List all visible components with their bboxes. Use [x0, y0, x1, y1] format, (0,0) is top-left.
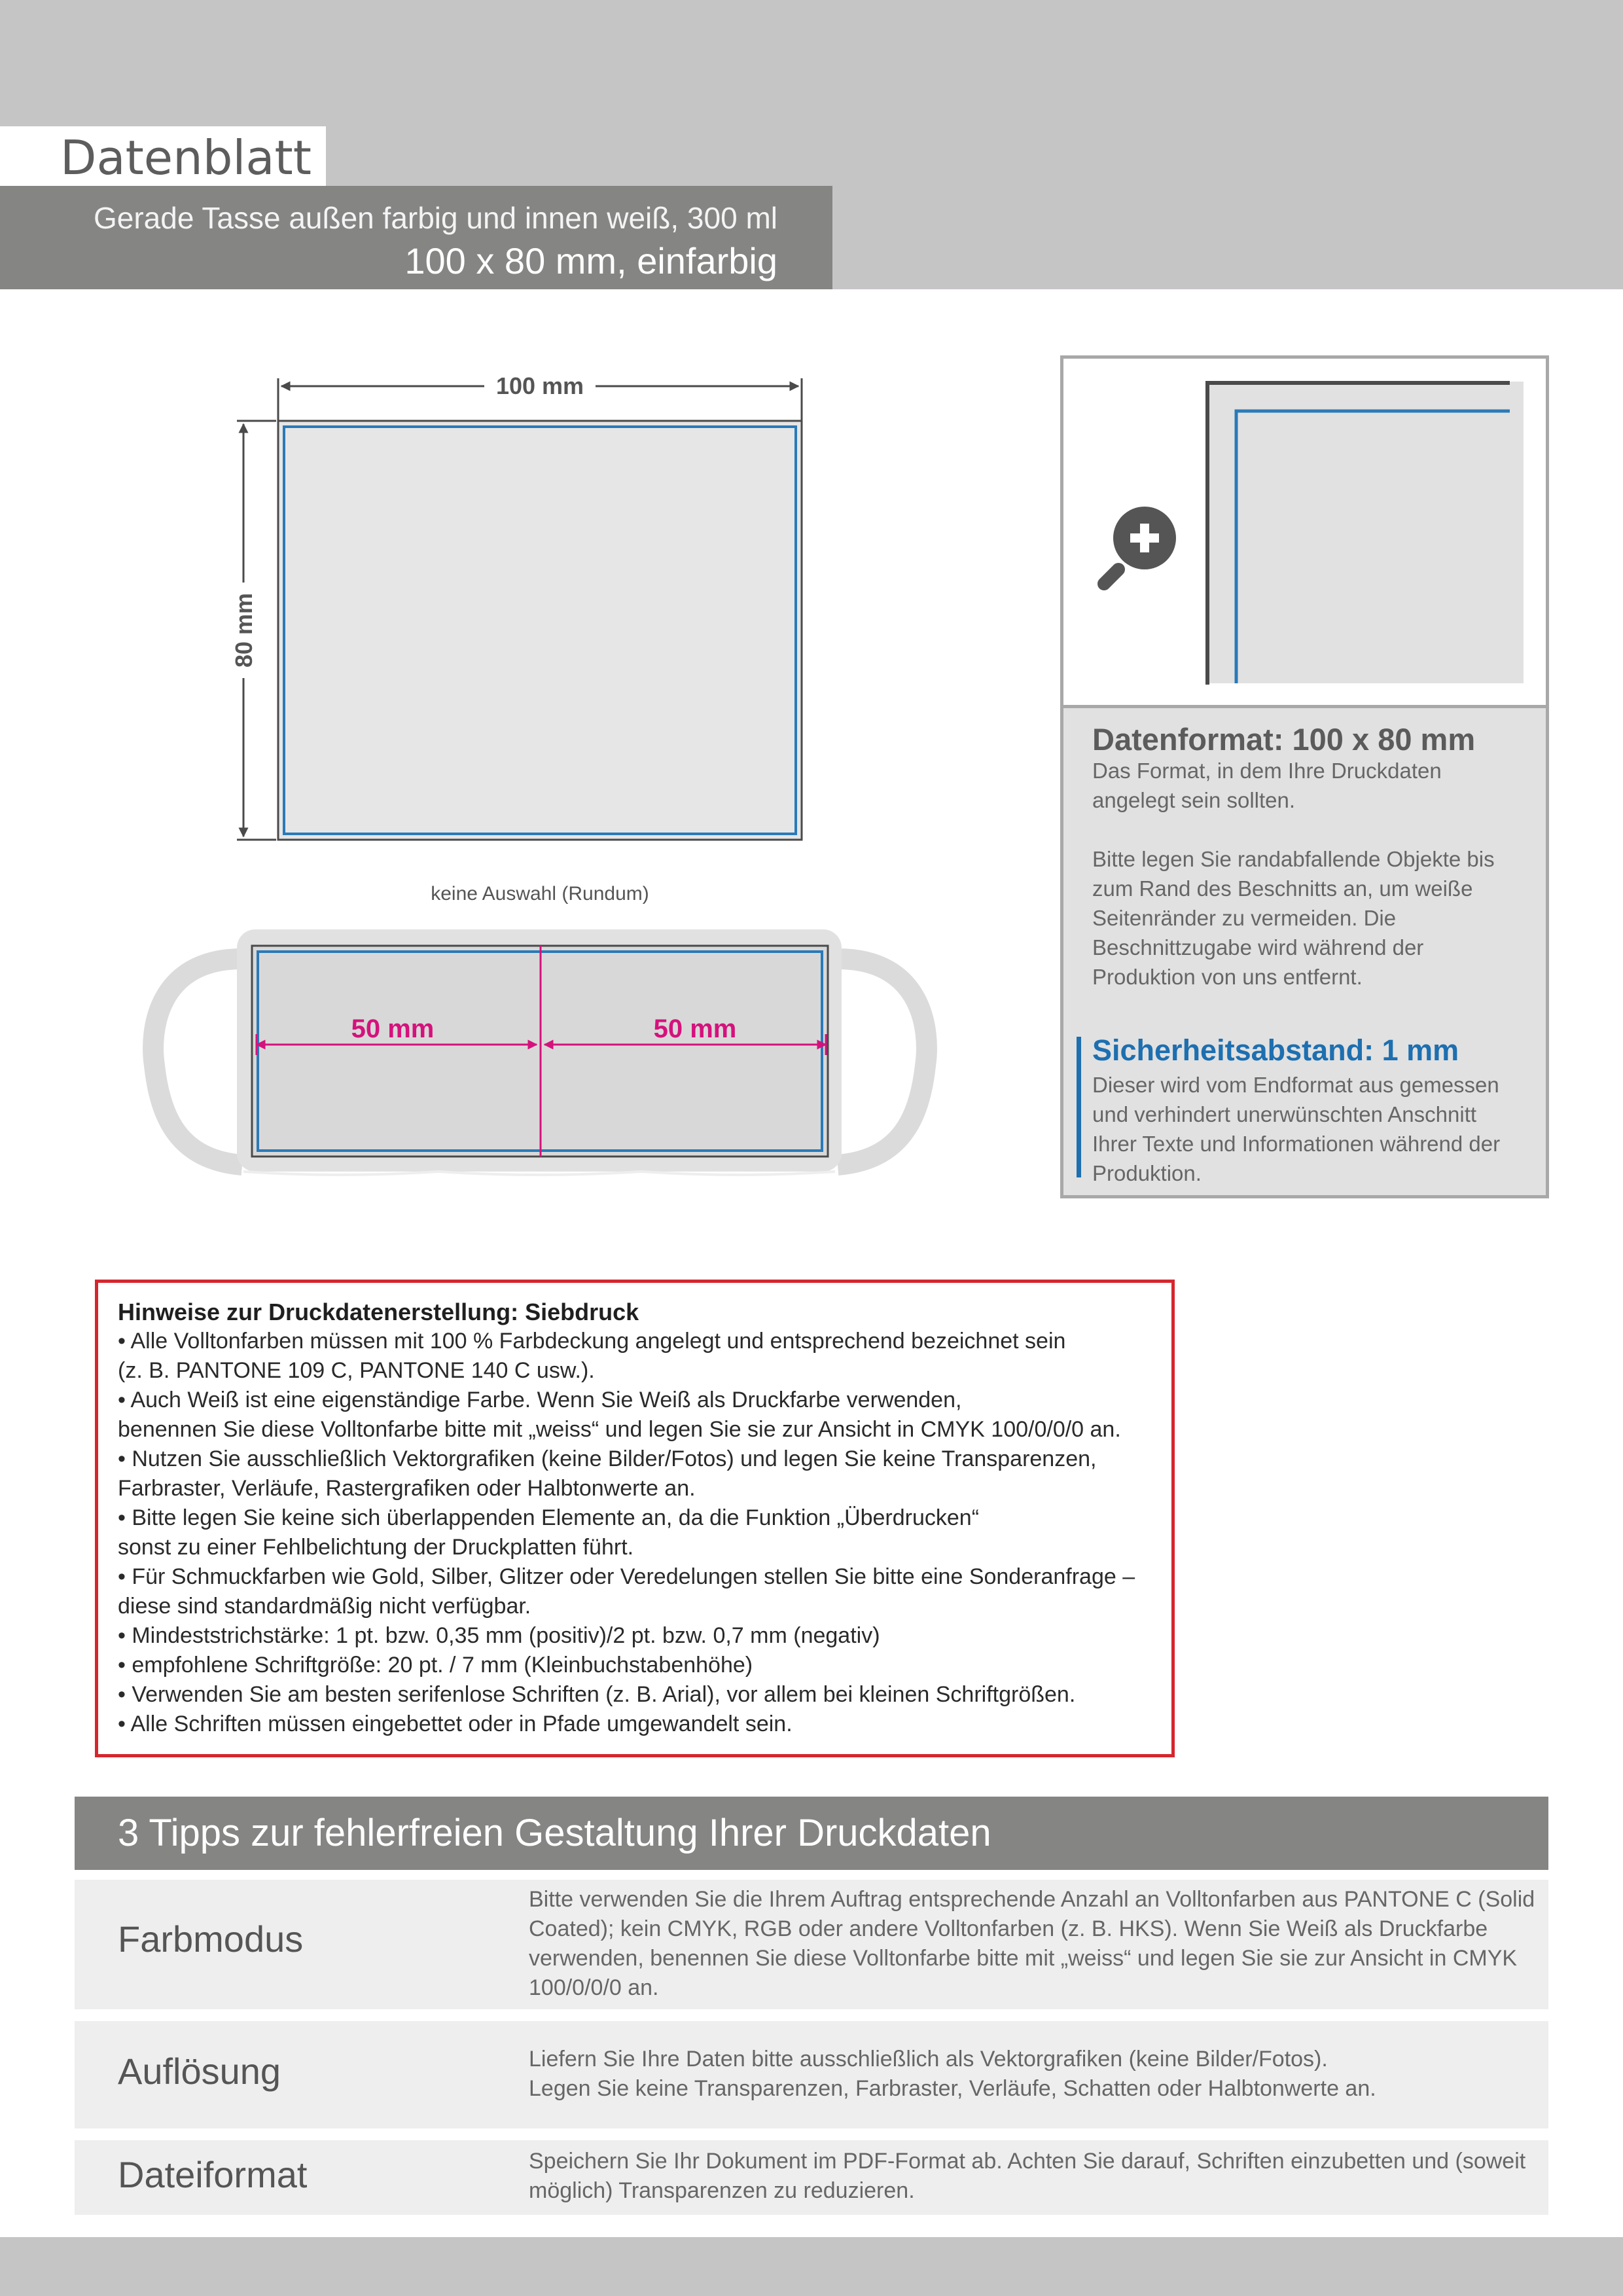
safety-accent-bar [1077, 1037, 1081, 1177]
mug-handle-left [153, 959, 242, 1165]
format-info-box [1060, 355, 1549, 1198]
format-diagram [0, 0, 982, 1211]
tip-row-farbmodus [75, 1880, 1548, 2009]
list-item: • Nutzen Sie ausschließlich Vektorgrafiken (keine Bilder/Fotos) und legen Sie keine Transparenzen, Farbraster, Verläufe, Rastergrafiken oder Halbtonwerte an. [118, 1446, 1097, 1501]
tip-text: Bitte verwenden Sie die Ihrem Auftrag entsprechende Anzahl an Volltonfarben aus PANTONE C (Solid Coated); kein CMYK, RGB oder andere Volltonfarben (z. B. HKS). Wenn Sie Weiß als Druckfarbe verwenden, benennen Sie diese Volltonfarbe bitte mit „weiss“ und legen Sie sie zur Ansicht in CMYK 100/0/0/0 an. [529, 1887, 1535, 2000]
zoom-detail [1063, 359, 1546, 705]
width-label: 100 mm [495, 372, 584, 399]
list-item: • Alle Schriften müssen eingebettet oder in Pfade umgewandelt sein. [118, 1712, 793, 1736]
list-item: • Mindeststrichstärke: 1 pt. bzw. 0,35 mm (positiv)/2 pt. bzw. 0,7 mm (negativ) [118, 1623, 880, 1648]
tip-label: Dateiformat [118, 2154, 308, 2195]
footer-band [0, 2237, 1623, 2296]
tip-text: Liefern Sie Ihre Daten bitte ausschließlich als Vektorgrafiken (keine Bilder/Fotos). Legen Sie keine Transparenzen, Farbraster, Verläufe, Schatten oder Halbtonwerte an. [529, 2047, 1376, 2101]
bleed-description: Bitte legen Sie randabfallende Objekte bis zum Rand des Beschnitts an, um weiße Seitenränder zu vermeiden. Die Beschnittzugabe wird während der Produktion von uns entfernt. [1092, 847, 1495, 989]
left-half-label: 50 mm [351, 1014, 435, 1043]
tip-row-aufloesung [75, 2021, 1548, 2128]
list-item: • empfohlene Schriftgröße: 20 pt. / 7 mm (Kleinbuchstabenhöhe) [118, 1653, 753, 1677]
tip-text: Speichern Sie Ihr Dokument im PDF-Format ab. Achten Sie darauf, Schriften einzubetten und (soweit möglich) Transparenzen zu reduzieren. [529, 2149, 1526, 2203]
mug-caption: keine Auswahl (Rundum) [431, 883, 649, 905]
list-item: • Alle Volltonfarben müssen mit 100 % Farbdeckung angelegt und entsprechend bezeichnet sein (z. B. PANTONE 109 C, PANTONE 140 C usw.). [118, 1329, 1066, 1383]
safety-description: Dieser wird vom Endformat aus gemessen und verhindert unerwünschten Anschnitt Ihrer Texte und Informationen während der Produktion. [1092, 1073, 1501, 1185]
print-notes-title: Hinweise zur Druckdatenerstellung: Siebdruck [118, 1299, 639, 1325]
zoom-detail-area [1206, 382, 1524, 683]
list-item: • Auch Weiß ist eine eigenständige Farbe. Wenn Sie Weiß als Druckfarbe verwenden, benennen Sie diese Volltonfarbe bitte mit „weiss“ und legen Sie sie zur Ansicht in CMYK 100/0/0/0 an. [118, 1388, 1121, 1442]
format-title: Datenformat: 100 x 80 mm [1092, 722, 1476, 757]
tip-label: Auflösung [118, 2051, 281, 2092]
zoom-in-icon [1104, 507, 1176, 584]
print-notes-list [118, 1327, 1152, 1739]
list-item: • Für Schmuckfarben wie Gold, Silber, Glitzer oder Veredelungen stellen Sie bitte eine Sonderanfrage – diese sind standardmäßig nicht verfügbar. [118, 1564, 1135, 1619]
tip-row-dateiformat [75, 2140, 1548, 2215]
list-item: • Bitte legen Sie keine sich überlappenden Elemente an, da die Funktion „Überdrucken“ sonst zu einer Fehlbelichtung der Druckplatten führt. [118, 1505, 980, 1560]
product-format: 100 x 80 mm, einfarbig [404, 240, 777, 281]
list-item: • Verwenden Sie am besten serifenlose Schriften (z. B. Arial), vor allem bei kleinen Schriftgrößen. [118, 1682, 1076, 1707]
format-description: Das Format, in dem Ihre Druckdaten angelegt sein sollten. [1092, 759, 1442, 812]
tip-label: Farbmodus [118, 1918, 304, 1960]
tips-heading-bar [75, 1797, 1548, 1870]
right-half-label: 50 mm [653, 1014, 737, 1043]
tips-heading: 3 Tipps zur fehlerfreien Gestaltung Ihrer Druckdaten [118, 1812, 991, 1854]
height-label: 80 mm [230, 592, 257, 668]
mug-base [243, 1172, 835, 1175]
safety-title: Sicherheitsabstand: 1 mm [1092, 1033, 1459, 1067]
page-title: Datenblatt [60, 130, 312, 185]
mug-handle-right [838, 959, 927, 1165]
product-name: Gerade Tasse außen farbig und innen weiß, 300 ml [94, 201, 777, 235]
print-notes-box [95, 1280, 1175, 1757]
flat-print-area [278, 421, 802, 840]
info-text-panel [1063, 705, 1546, 1195]
